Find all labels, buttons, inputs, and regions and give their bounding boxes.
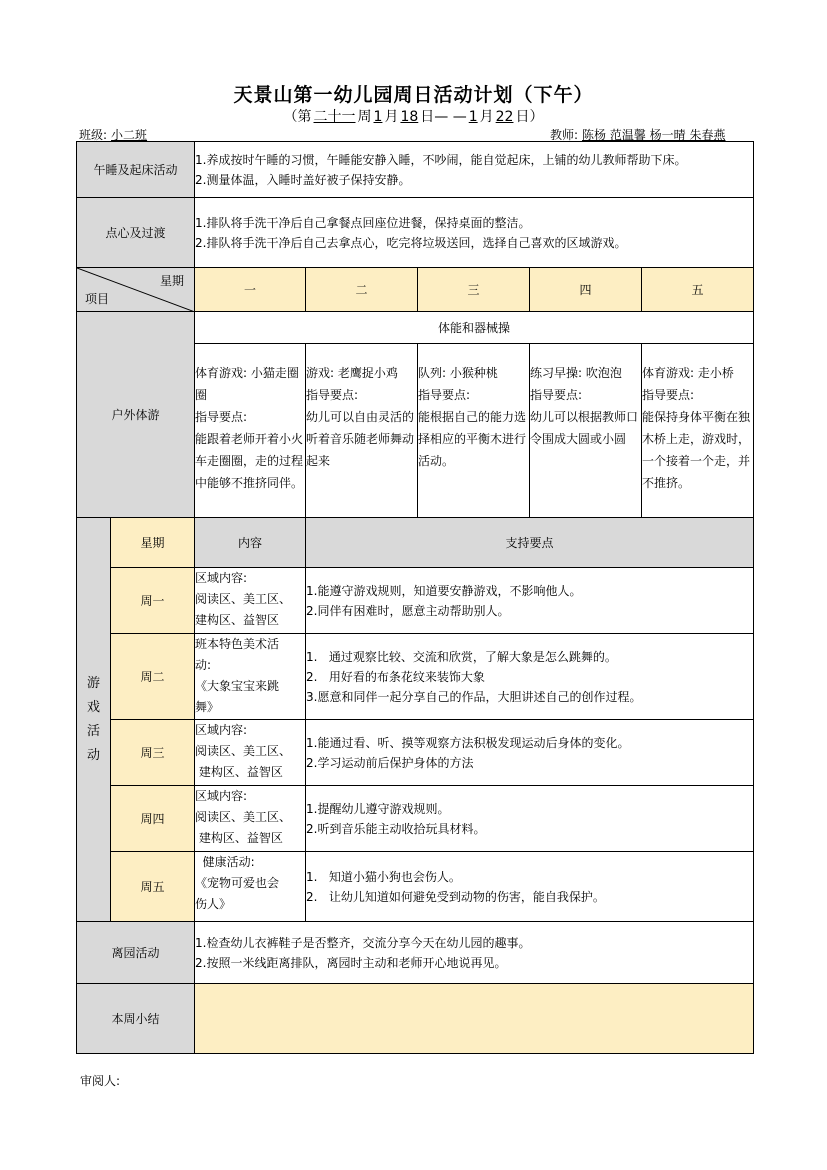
date-text: 日） — [515, 109, 544, 125]
guidance-text: 能跟着老师开着小火车走圈圈，走的过程中能够不推挤同伴。 — [195, 432, 304, 490]
game-col-support-header: 支持要点 — [306, 518, 754, 568]
game-label-char: 游 — [86, 675, 100, 691]
activity-name: 队列: 小猴种桃 — [418, 366, 498, 380]
content-line: 阅读区、美工区、 — [195, 592, 292, 606]
content-line: 班本特色美术活 — [195, 637, 280, 651]
game-day: 周四 — [111, 786, 195, 852]
weekday-header: 四 — [530, 268, 642, 312]
support-line: 1.提醒幼儿遵守游戏规则。 — [306, 801, 450, 816]
page-title: 天景山第一幼儿园周日活动计划（下午） — [233, 84, 594, 106]
content-line: 伤人》 — [195, 897, 232, 911]
guidance-text: 能根据自己的能力选择相应的平衡木进行活动。 — [418, 410, 527, 468]
outdoor-activity-cell — [418, 344, 530, 518]
game-support — [306, 634, 754, 720]
game-day: 周二 — [111, 634, 195, 720]
leave-label: 离园活动 — [77, 922, 195, 984]
game-content — [195, 786, 306, 852]
outdoor-activity-cell — [195, 344, 306, 518]
activity-name: 练习早操: 吹泡泡 — [530, 366, 622, 380]
game-support — [306, 568, 754, 634]
content-line: 建构区、益智区 — [195, 831, 283, 845]
guidance-label: 指导要点: — [530, 388, 583, 402]
class-value: 小二班 — [111, 128, 148, 142]
date-text: 日— — — [420, 109, 467, 125]
game-support — [306, 852, 754, 922]
item-axis-label: 项目 — [85, 292, 110, 306]
summary-content[interactable] — [195, 984, 754, 1054]
leave-content — [195, 922, 754, 984]
content-line: 健康活动: — [195, 855, 255, 869]
nap-label: 午睡及起床活动 — [77, 142, 195, 198]
snack-label: 点心及过渡 — [77, 198, 195, 268]
start-day: 18 — [400, 109, 419, 125]
outdoor-activity-cell — [642, 344, 754, 518]
outdoor-activity-cell — [306, 344, 418, 518]
nap-line: 2.测量体温，入睡时盖好被子保持安静。 — [195, 172, 411, 187]
date-range — [0, 106, 827, 126]
game-support — [306, 720, 754, 786]
game-content — [195, 852, 306, 922]
nap-content — [195, 142, 754, 198]
weekday-header: 一 — [195, 268, 306, 312]
leave-line: 2.按照一米线距离排队，离园时主动和老师开心地说再见。 — [195, 955, 507, 970]
guidance-label: 指导要点: — [418, 388, 471, 402]
end-day: 22 — [495, 109, 514, 125]
game-row-fri — [77, 852, 754, 922]
guidance-text: 幼儿可以自由灵活的听着音乐随老师舞动起来 — [306, 410, 415, 468]
content-line: 区域内容: — [195, 571, 248, 585]
support-line: 2. 用好看的布条花纹来装饰大象 — [306, 669, 485, 684]
content-line: 《宠物可爱也会 — [195, 876, 280, 890]
teacher-value: 陈杨 范温馨 杨一晴 朱春燕 — [582, 128, 726, 142]
game-label-char: 戏 — [86, 699, 100, 715]
outdoor-label: 户外体游 — [77, 312, 195, 518]
date-text: 月 — [384, 109, 399, 125]
summary-row — [77, 984, 754, 1054]
support-line: 1.能遵守游戏规则，知道要安静游戏，不影响他人。 — [306, 583, 582, 598]
game-header-row — [77, 518, 754, 568]
activity-plan-table — [76, 141, 754, 1054]
outdoor-common-activity: 体能和器械操 — [195, 312, 754, 344]
outdoor-row-top — [77, 312, 754, 344]
content-line: 区域内容: — [195, 789, 248, 803]
game-support — [306, 786, 754, 852]
date-text: 周 — [357, 109, 372, 125]
guidance-text: 幼儿可以根据教师口令围成大圆或小圆 — [530, 410, 639, 446]
content-line: 阅读区、美工区、 — [195, 744, 292, 758]
support-line: 1. 知道小猫小狗也会伤人。 — [306, 869, 461, 884]
class-label: 班级: — [79, 128, 108, 142]
game-content — [195, 720, 306, 786]
support-line: 2.学习运动前后保护身体的方法 — [306, 755, 474, 770]
weekday-header: 三 — [418, 268, 530, 312]
date-text: 月 — [479, 109, 494, 125]
content-line: 舞》 — [195, 700, 220, 714]
guidance-label: 指导要点: — [195, 410, 248, 424]
game-row-tue — [77, 634, 754, 720]
activity-name: 体育游戏: 小猫走圈圈 — [195, 366, 299, 402]
guidance-label: 指导要点: — [306, 388, 359, 402]
game-row-mon — [77, 568, 754, 634]
game-day: 周三 — [111, 720, 195, 786]
game-day: 周五 — [111, 852, 195, 922]
game-col-content-header: 内容 — [195, 518, 306, 568]
nap-line: 1.养成按时午睡的习惯，午睡能安静入睡，不吵闹，能自觉起床，上铺的幼儿教师帮助下床。 — [195, 152, 687, 167]
game-content — [195, 634, 306, 720]
game-day: 周一 — [111, 568, 195, 634]
guidance-text: 能保持身体平衡在独木桥上走，游戏时，一个接着一个走，并不推挤。 — [642, 410, 751, 490]
game-row-wed — [77, 720, 754, 786]
support-line: 3.愿意和同伴一起分享自己的作品，大胆讲述自己的创作过程。 — [306, 689, 642, 704]
leave-row — [77, 922, 754, 984]
game-row-thu — [77, 786, 754, 852]
game-label-char: 动 — [86, 747, 100, 763]
teacher-label: 教师: — [550, 128, 579, 142]
activity-name: 游戏: 老鹰捉小鸡 — [306, 366, 398, 380]
reviewer-label: 审阅人: — [80, 1074, 121, 1088]
week-number: 二十一 — [313, 109, 356, 125]
snack-line: 1.排队将手洗干净后自己拿餐点回座位进餐，保持桌面的整洁。 — [195, 215, 531, 230]
summary-label: 本周小结 — [77, 984, 195, 1054]
snack-row — [77, 198, 754, 268]
weekday-header: 五 — [642, 268, 754, 312]
game-label-char: 活 — [86, 723, 100, 739]
support-line: 2. 让幼儿知道如何避免受到动物的伤害，能自我保护。 — [306, 889, 605, 904]
support-line: 2.同伴有困难时，愿意主动帮助别人。 — [306, 603, 510, 618]
nap-row — [77, 142, 754, 198]
content-line: 动: — [195, 658, 212, 672]
start-month: 1 — [373, 109, 383, 125]
weekday-axis-label: 星期 — [160, 274, 185, 288]
weekday-header-row — [77, 268, 754, 312]
diagonal-header-cell — [77, 268, 195, 312]
game-content — [195, 568, 306, 634]
date-text: （第 — [283, 109, 312, 125]
support-line: 2.听到音乐能主动收拾玩具材料。 — [306, 821, 486, 836]
content-line: 区域内容: — [195, 723, 248, 737]
game-activity-label — [77, 518, 111, 922]
snack-line: 2.排队将手洗干净后自己去拿点心，吃完将垃圾送回，选择自己喜欢的区域游戏。 — [195, 235, 627, 250]
guidance-label: 指导要点: — [642, 388, 695, 402]
end-month: 1 — [468, 109, 478, 125]
content-line: 建构区、益智区 — [195, 765, 283, 779]
content-line: 建构区、益智区 — [195, 613, 280, 627]
content-line: 阅读区、美工区、 — [195, 810, 292, 824]
game-col-day-header: 星期 — [111, 518, 195, 568]
snack-content — [195, 198, 754, 268]
activity-name: 体育游戏: 走小桥 — [642, 366, 734, 380]
support-line: 1.能通过看、听、摸等观察方法积极发现运动后身体的变化。 — [306, 735, 630, 750]
outdoor-activity-cell — [530, 344, 642, 518]
content-line: 《大象宝宝来跳 — [195, 679, 280, 693]
weekday-header: 二 — [306, 268, 418, 312]
leave-line: 1.检查幼儿衣裤鞋子是否整齐，交流分享今天在幼儿园的趣事。 — [195, 935, 531, 950]
support-line: 1. 通过观察比较、交流和欣赏，了解大象是怎么跳舞的。 — [306, 649, 617, 664]
